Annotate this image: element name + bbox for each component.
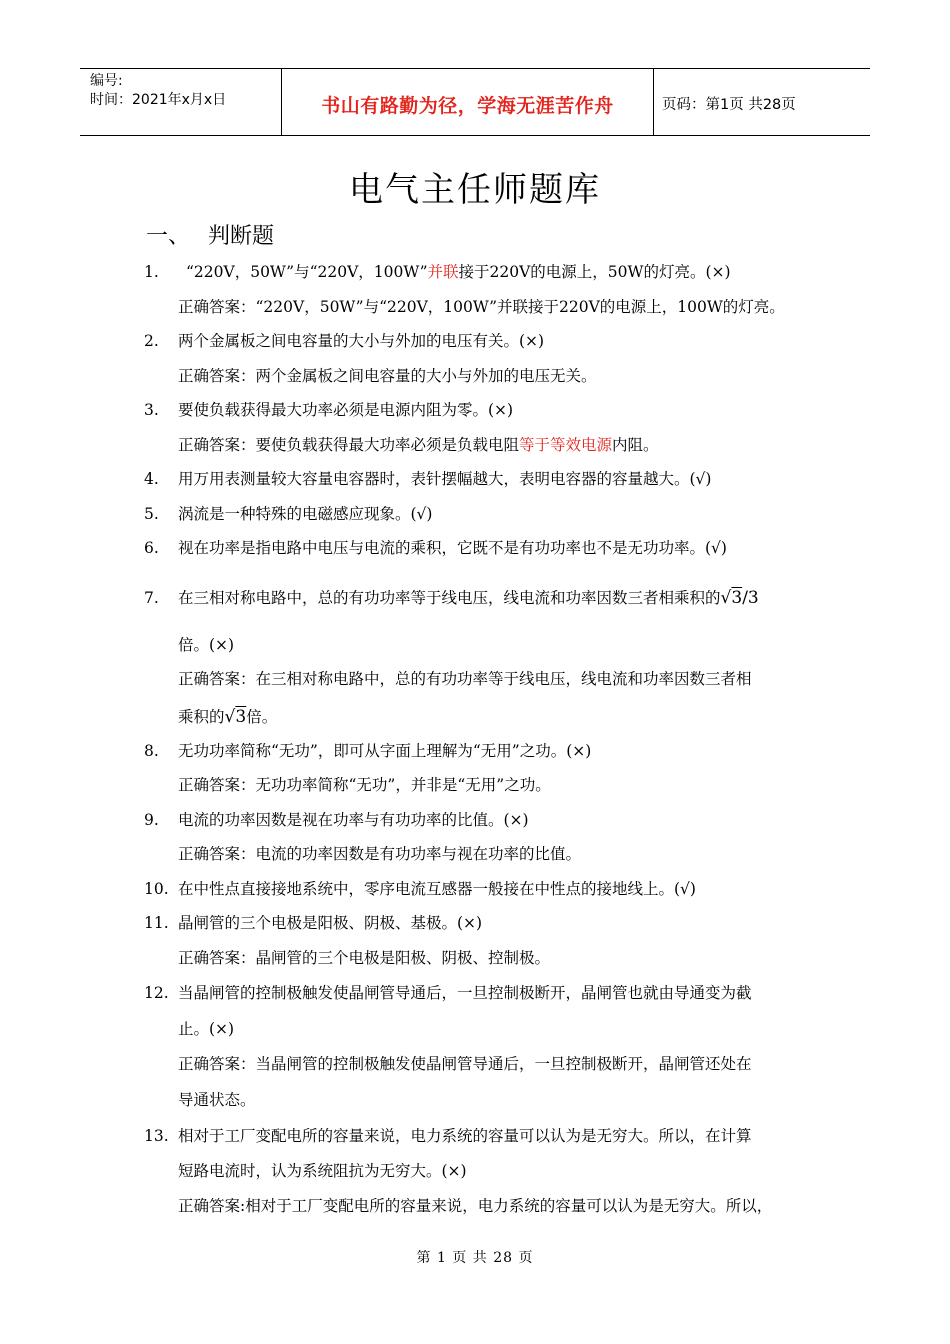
question-text: 相对于工厂变配电所的容量来说，电力系统的容量可以认为是无穷大。所以，在计算 [178, 1127, 752, 1145]
date-label: 时间：2021年x月x日 [90, 92, 227, 108]
section-number: 一、 [146, 224, 191, 249]
question-text: 视在功率是指电路中电压与电流的乘积，它既不是有功功率也不是无功功率。(√) [178, 539, 727, 557]
question-text: 晶闸管的三个电极是阳极、阴极、基极。(×) [178, 914, 483, 932]
question-text: 两个金属板之间电容量的大小与外加的电压有关。(×) [178, 332, 545, 350]
answer-text: 正确答案：“220V，50W”与“220V，100W”并联接于220V的电源上，100W的灯亮。 [178, 298, 785, 316]
answer-text: 正确答案：在三相对称电路中，总的有功功率等于线电压，线电流和功率因数三者相 [178, 670, 752, 688]
answer-text: 正确答案：无功功率简称“无功”，并非是“无用”之功。 [178, 776, 551, 794]
question-continuation: 止。(×) [178, 1020, 235, 1038]
header-motto-cell [282, 69, 654, 135]
sqrt-radicand: 3 [235, 707, 247, 727]
question-text: 无功功率简称“无功”，即可从字面上理解为“无用”之功。(×) [178, 742, 592, 760]
highlight-text: 等于等效电源 [519, 436, 613, 454]
header-page-cell [654, 69, 870, 135]
answer-text [178, 435, 659, 455]
answer-text-part: 正确答案：要使负载获得最大功率必须是负载电阻 [178, 436, 520, 454]
document-title: 电气主任师题库 [349, 170, 601, 210]
item-number: 4. [144, 470, 159, 488]
answer-text-part: 乘积的 [178, 708, 225, 726]
answer-text: 正确答案：电流的功率因数是有功功率与视在功率的比值。 [178, 845, 582, 863]
header-table [80, 68, 870, 136]
item-number: 5. [144, 505, 159, 523]
item-number: 8. [144, 742, 159, 760]
question-text: 涡流是一种特殊的电磁感应现象。(√) [178, 505, 433, 523]
answer-text-part: 倍。 [246, 708, 278, 726]
code-label: 编号: [90, 73, 123, 89]
question-text: 在中性点直接接地系统中，零序电流互感器一般接在中性点的接地线上。(√) [178, 880, 696, 898]
answer-text: 正确答案：晶闸管的三个电极是阳极、阴极、控制极。 [178, 949, 551, 967]
answer-text: 正确答案：两个金属板之间电容量的大小与外加的电压无关。 [178, 367, 597, 385]
page-footer: 第 1 页 共 28 页 [416, 1250, 534, 1266]
item-number: 6. [144, 539, 159, 557]
item-number: 11. [144, 914, 169, 932]
question-text: 要使负载获得最大功率必须是电源内阻为零。(×) [178, 401, 514, 419]
question-text: 电流的功率因数是视在功率与有功功率的比值。(×) [178, 811, 529, 829]
question-text-part: 在三相对称电路中，总的有功功率等于线电压，线电流和功率因数三者相乘积的 [178, 589, 721, 607]
answer-continuation: 导通状态。 [178, 1091, 256, 1109]
question-text-part: “220V，50W”与“220V，100W” [186, 263, 428, 281]
sqrt-expression: √3/3 [720, 588, 759, 608]
page-info: 页码：第1页 共28页 [662, 97, 796, 113]
item-number: 9. [144, 811, 159, 829]
item-number: 10. [144, 880, 169, 898]
answer-text-part: 内阻。 [612, 436, 659, 454]
item-number: 12. [144, 984, 169, 1002]
section-heading [146, 219, 274, 250]
item-number: 1. [144, 263, 159, 281]
item-number: 3. [144, 401, 159, 419]
section-label: 判断题 [208, 224, 275, 249]
header-left-cell [80, 69, 282, 135]
item-number: 2. [144, 332, 159, 350]
item-number: 13. [144, 1127, 169, 1145]
highlight-text: 并联 [427, 263, 459, 281]
answer-text: 正确答案:相对于工厂变配电所的容量来说，电力系统的容量可以认为是无穷大。所以， [178, 1197, 773, 1215]
question-text: 用万用表测量较大容量电容器时，表针摆幅越大，表明电容器的容量越大。(√) [178, 470, 712, 488]
motto: 书山有路勤为径，学海无涯苦作舟 [321, 95, 614, 117]
question-text [186, 262, 731, 282]
sqrt-divisor: /3 [742, 588, 759, 608]
sqrt-expression: √3 [224, 707, 247, 727]
question-text: 当晶闸管的控制极触发使晶闸管导通后，一旦控制极断开，晶闸管也就由导通变为截 [178, 984, 752, 1002]
question-continuation: 短路电流时，认为系统阻抗为无穷大。(×) [178, 1162, 467, 1180]
question-text-part: 接于220V的电源上，50W的灯亮。(×) [458, 263, 731, 281]
question-text [178, 588, 759, 608]
question-continuation: 倍。(×) [178, 636, 235, 654]
answer-text: 正确答案：当晶闸管的控制极触发使晶闸管导通后，一旦控制极断开，晶闸管还处在 [178, 1055, 752, 1073]
sqrt-radicand: 3 [731, 588, 743, 608]
answer-continuation [178, 707, 277, 727]
item-number: 7. [144, 589, 159, 607]
